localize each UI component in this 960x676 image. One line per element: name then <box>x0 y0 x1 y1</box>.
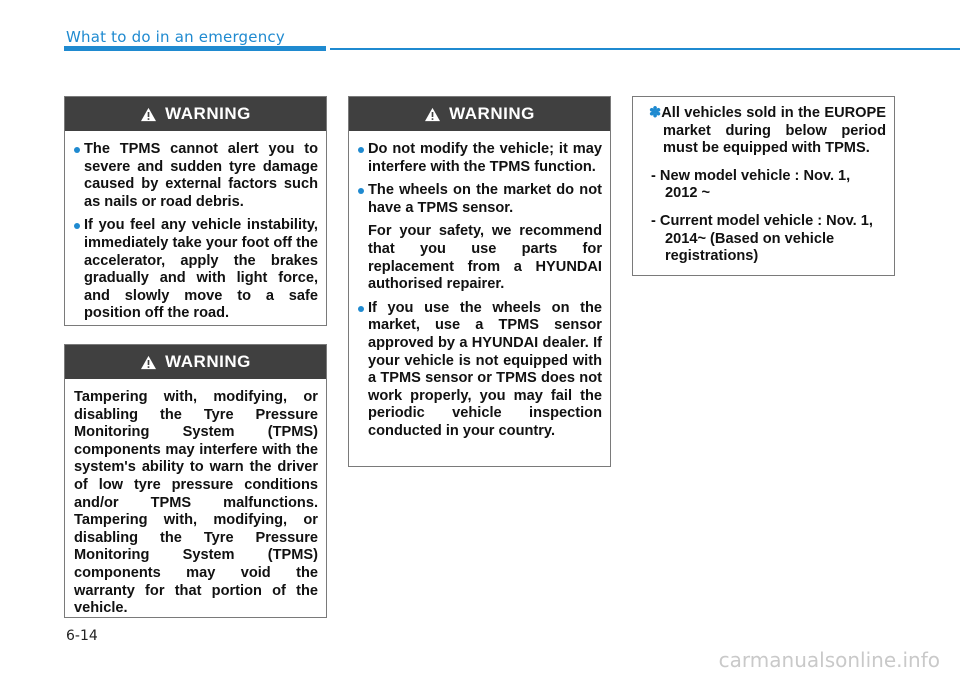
section-title: What to do in an emergency <box>66 28 285 46</box>
section-rule-thin <box>330 48 960 50</box>
watermark: carmanualsonline.info <box>718 648 940 672</box>
note-list-item: - New model vehicle : Nov. 1, 2012 ~ <box>651 167 851 202</box>
warning-header <box>65 97 326 131</box>
warning-box-tampering <box>64 344 327 618</box>
warning-item: If you feel any vehicle instability, immediately take your foot off the accelerator, apply the brakes gradually and with light force, and slowly move to a safe position off the road. <box>74 217 318 323</box>
warning-header <box>349 97 610 131</box>
warning-header <box>65 345 326 379</box>
warning-subparagraph: For your safety, we recommend that you use parts for replacement from a HYUNDAI authorised repairer. <box>368 223 602 293</box>
warning-box-modification <box>348 96 611 467</box>
warning-box-tpms-alert <box>64 96 327 326</box>
note-text: ✽All vehicles sold in the EUROPE market during below period must be equipped with TPMS. <box>649 105 886 157</box>
warning-triangle-icon <box>424 107 441 122</box>
warning-item: The wheels on the market do not have a TPMS sensor. For your safety, we recommend that you use parts for replacement from a HYUNDAI authorised repairer. <box>358 182 602 294</box>
warning-triangle-icon <box>140 355 157 370</box>
page-number: 6-14 <box>66 628 98 644</box>
warning-label: WARNING <box>165 104 251 123</box>
note-box-europe <box>632 96 895 276</box>
note-list-item: - Current model vehicle : Nov. 1, 2014~ (Based on vehicle registrations) <box>651 212 873 265</box>
warning-text: Tampering with, modifying, or disabling the Tyre Pressure Monitoring System (TPMS) components may interfere with the system's ability to warn the driver of low tyre pressure conditions and/or TPMS malfunctions. Tampering with, modifying, or disabling the Tyre Pressure Monitoring System (TPMS) components may void the warranty for that portion of the vehicle. <box>74 389 318 617</box>
warning-label: WARNING <box>165 352 251 371</box>
warning-label: WARNING <box>449 104 535 123</box>
warning-item: The TPMS cannot alert you to severe and sudden tyre damage caused by external factors such as nails or road debris. <box>74 141 318 211</box>
warning-triangle-icon <box>140 107 157 122</box>
section-rule-thick <box>64 46 326 51</box>
warning-item: If you use the wheels on the market, use a TPMS sensor approved by a HYUNDAI dealer. If your vehicle is not equipped with a TPMS sensor or TPMS does not work properly, you may fail the periodic vehicle inspection conducted in your country. <box>358 300 602 441</box>
note-asterisk-icon: ✽ <box>649 105 662 121</box>
warning-item: Do not modify the vehicle; it may interfere with the TPMS function. <box>358 141 602 176</box>
